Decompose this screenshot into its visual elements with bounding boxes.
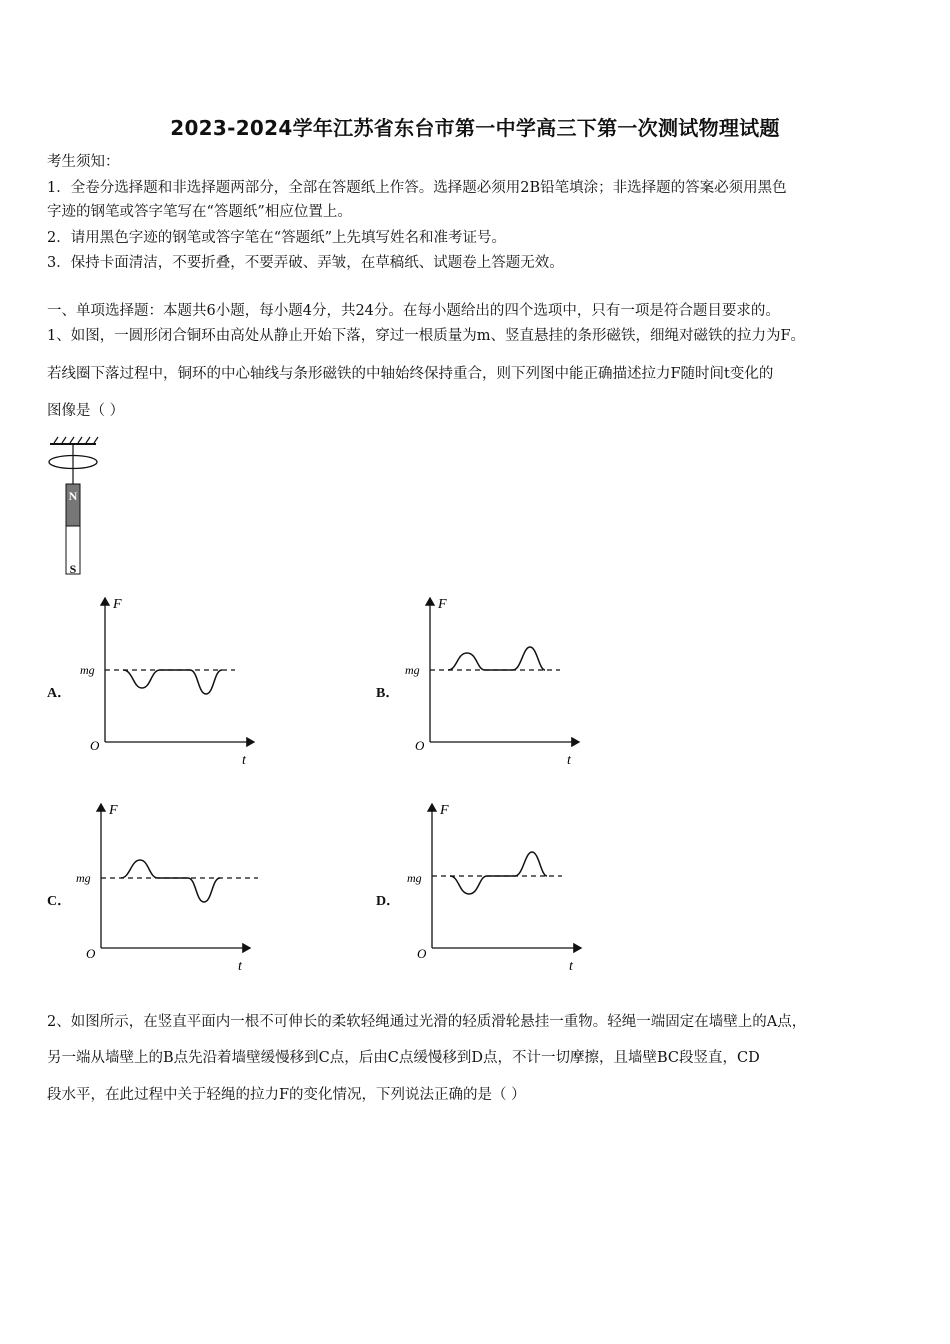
page-title: 2023-2024学年江苏省东台市第一中学高三下第一次测试物理试题 [170, 116, 780, 140]
option-a-label: A． [47, 686, 72, 701]
q1-line-1: 1、如图，一圆形闭合铜环由高处从静止开始下落，穿过一根质量为m、竖直悬挂的条形磁铁，细绳对磁铁的拉力为F。 [47, 328, 806, 344]
graph-c-curve [121, 860, 220, 902]
graph-a-t-label: t [242, 753, 246, 768]
graph-b [405, 592, 595, 772]
q1-line-2: 若线圈下落过程中，铜环的中心轴线与条形磁铁的中轴始终保持重合，则下列图中能正确描述拉力F随时间t变化的 [47, 366, 774, 382]
graph-d [407, 800, 597, 980]
graph-a [80, 592, 270, 772]
notice-item-1: 1．全卷分选择题和非选择题两部分，全部在答题纸上作答。选择题必须用2B铅笔填涂；非选择题的答案必须用黑色 [47, 180, 787, 196]
q2-line-2: 另一端从墙壁上的B点先沿着墙壁缓慢移到C点，后由C点缓慢移到D点，不计一切摩擦，且墙壁BC段竖直，CD [47, 1050, 760, 1066]
graph-c-f-label: F [109, 803, 118, 818]
graph-d-t-label: t [569, 959, 573, 974]
graph-d-origin: O [417, 946, 427, 961]
graph-a-curve [123, 670, 222, 694]
notice-item-2: 2．请用黑色字迹的钢笔或答字笔在“答题纸”上先填写姓名和准考证号。 [47, 230, 507, 246]
graph-a-mg-label: mg [80, 663, 95, 677]
notice-item-1-cont: 字迹的钢笔或答字笔写在“答题纸”相应位置上。 [47, 204, 352, 220]
graph-c-mg-label: mg [76, 871, 91, 885]
notice-header: 考生须知： [47, 154, 120, 170]
q2-line-3: 段水平，在此过程中关于轻绳的拉力F的变化情况，下列说法正确的是（ ） [47, 1087, 526, 1103]
graph-b-curve [448, 647, 545, 670]
section-header: 一、单项选择题：本题共6小题，每小题4分，共24分。在每小题给出的四个选项中，只有一项是符合题目要求的。 [47, 303, 780, 319]
graph-c-t-label: t [238, 959, 242, 974]
graph-a-f-label: F [113, 597, 122, 612]
q2-line-1: 2、如图所示，在竖直平面内一根不可伸长的柔软轻绳通过光滑的轻质滑轮悬挂一重物。轻绳一端固定在墙壁上的A点， [47, 1014, 807, 1030]
graph-b-t-label: t [567, 753, 571, 768]
magnet-figure [40, 432, 110, 577]
south-label: S [69, 562, 77, 576]
graph-c-origin: O [86, 946, 96, 961]
graph-d-curve [450, 852, 547, 894]
option-d-label: D． [376, 894, 401, 909]
option-b-label: B． [376, 686, 400, 701]
graph-c [76, 800, 266, 980]
q1-line-3: 图像是（ ） [47, 403, 125, 419]
ceiling-hatch [50, 437, 98, 444]
north-label: N [68, 489, 78, 503]
graph-b-f-label: F [438, 597, 447, 612]
graph-b-mg-label: mg [405, 663, 420, 677]
graph-b-origin: O [415, 738, 425, 753]
graph-d-mg-label: mg [407, 871, 422, 885]
option-c-label: C． [47, 894, 72, 909]
notice-item-3: 3．保持卡面清洁，不要折叠，不要弄破、弄皱，在草稿纸、试题卷上答题无效。 [47, 255, 564, 271]
graph-a-origin: O [90, 738, 100, 753]
graph-d-f-label: F [440, 803, 449, 818]
